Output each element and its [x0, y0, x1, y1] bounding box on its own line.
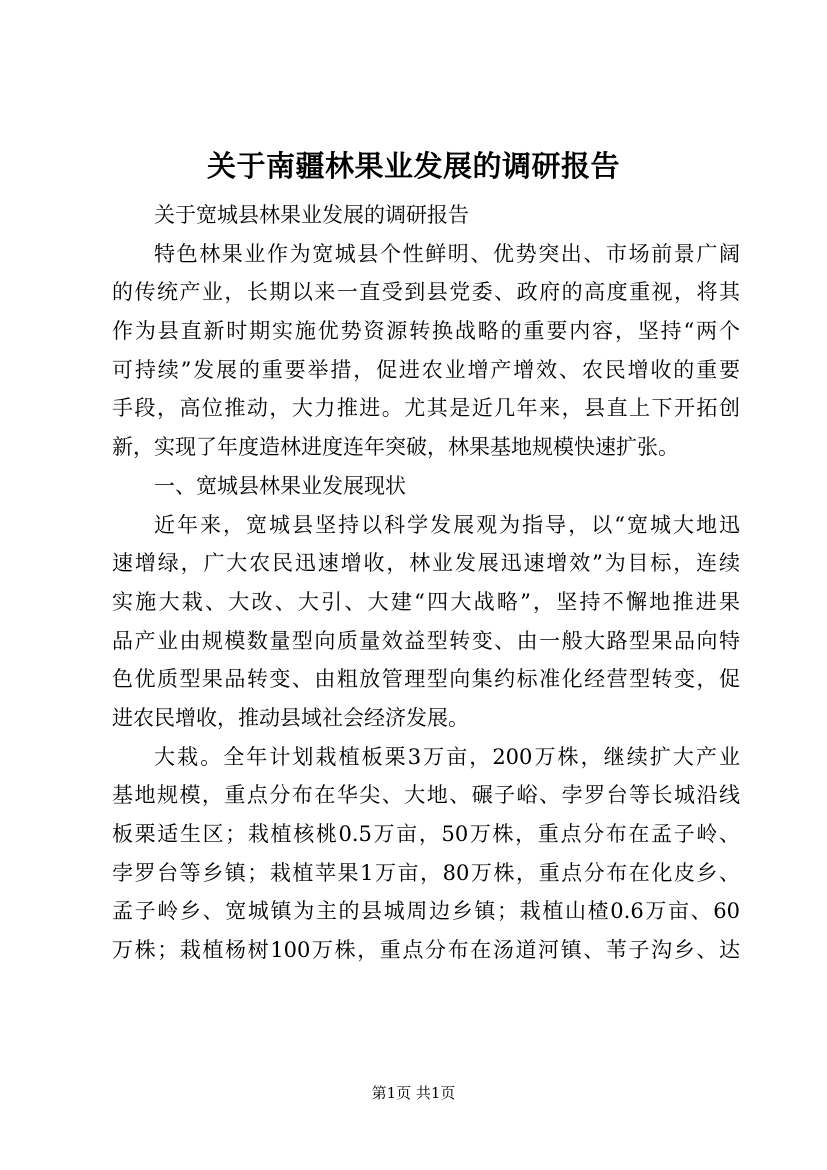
- paragraph-line: 可持续”发展的重要举措，促进农业增产增效、农民增收的重要: [112, 357, 740, 382]
- paragraph-line: 实施大栽、大改、大引、大建“四大战略”，坚持不懈地推进果: [112, 589, 740, 614]
- paragraph-line: 作为县直新时期实施优势资源转换战略的重要内容，坚持“两个: [112, 319, 740, 344]
- paragraph-line: 万株；栽植杨树100万株，重点分布在汤道河镇、苇子沟乡、达: [112, 938, 740, 963]
- paragraph-line: 色优质型果品转变、由粗放管理型向集约标准化经营型转变，促: [112, 667, 740, 692]
- paragraph-line: 孛罗台等乡镇；栽植苹果1万亩，80万株，重点分布在化皮乡、: [112, 860, 740, 885]
- page-number-footer: 第1页 共1页: [371, 1084, 456, 1102]
- paragraph-line: 板栗适生区；栽植核桃0.5万亩，50万株，重点分布在孟子岭、: [112, 822, 740, 846]
- paragraph-line: 特色林果业作为宽城县个性鲜明、优势突出、市场前景广阔: [154, 241, 740, 266]
- paragraph-line: 的传统产业，长期以来一直受到县党委、政府的高度重视，将其: [112, 280, 740, 305]
- paragraph-line: 新，实现了年度造林进度连年突破，林果基地规模快速扩张。: [112, 435, 679, 460]
- paragraph-line: 近年来，宽城县坚持以科学发展观为指导，以“宽城大地迅: [154, 512, 740, 537]
- paragraph-line: 大栽。全年计划栽植板栗3万亩，200万株，继续扩大产业: [154, 744, 740, 769]
- paragraph-line: 手段，高位推动，大力推进。尤其是近几年来，县直上下开拓创: [112, 396, 740, 421]
- subtitle-line: 关于宽城县林果业发展的调研报告: [154, 203, 469, 227]
- paragraph-line: 速增绿，广大农民迅速增收，林业发展迅速增效”为目标，连续: [112, 551, 740, 576]
- document-title: 关于南疆林果业发展的调研报告: [206, 149, 620, 183]
- paragraph-line: 进农民增收，推动县域社会经济发展。: [112, 705, 469, 730]
- paragraph-line: 基地规模，重点分布在华尖、大地、碾子峪、孛罗台等长城沿线: [112, 783, 740, 808]
- section-heading: 一、宽城县林果业发展现状: [154, 473, 406, 498]
- paragraph-line: 品产业由规模数量型向质量效益型转变、由一般大路型果品向特: [112, 628, 740, 653]
- document-body: [112, 196, 740, 970]
- paragraph-line: 孟子岭乡、宽城镇为主的县城周边乡镇；栽植山楂0.6万亩、60: [112, 899, 740, 924]
